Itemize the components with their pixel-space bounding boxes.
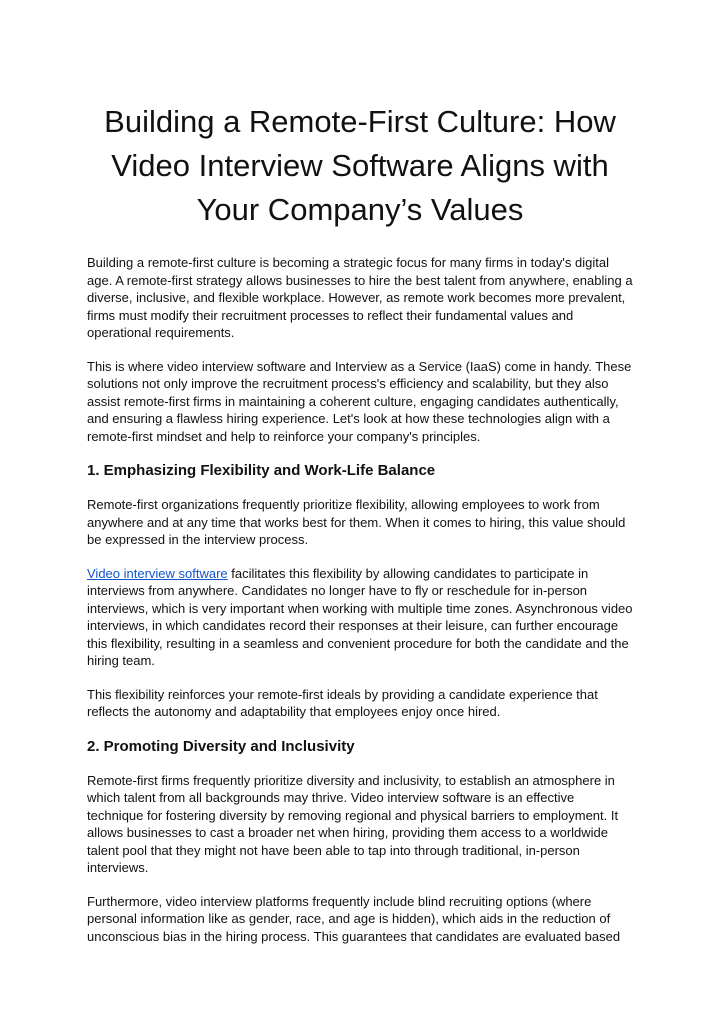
section-2-paragraph-2: Furthermore, video interview platforms frequently include blind recruiting options (where personal information like as gender, race, and age is hidden), which aids in the reduction of unconscious bias in the hiring process. This guarantees that candidates are evaluated based [87, 893, 621, 944]
section-1-paragraph-1: Remote-first organizations frequently prioritize flexibility, allowing employees to work from anywhere and at any time that works best for them. When it comes to hiring, this value should be expressed in the interview process. [87, 497, 626, 547]
section-2-paragraph-1: Remote-first firms frequently prioritize diversity and inclusivity, to establish an atmosphere in which talent from all backgrounds may thrive. Video interview software is an effective technique for fostering diversity by removing regional and physical barriers to employment. It allows businesses to cast a broader net when hiring, providing them access to a worldwide talent pool that they might not have been able to tap into through traditional, in-person interviews. [87, 772, 619, 875]
video-interview-software-link[interactable]: Video interview software [87, 565, 228, 581]
section-1-heading: 1. Emphasizing Flexibility and Work-Life Balance [87, 462, 436, 479]
section-1-paragraph-2-text: facilitates this flexibility by allowing candidates to participate in interviews from anywhere. Candidates no longer have to fly or reschedule for in-person interviews, which is very important when working with multiple time zones. Asynchronous video interviews, in which candidates record their responses at their leisure, can further encourage this flexibility, resulting in a seamless and convenient procedure for both the candidate and the hiring team. [87, 565, 633, 668]
intro-paragraph-1: Building a remote-first culture is becoming a strategic focus for many firms in today's digital age. A remote-first strategy allows businesses to hire the best talent from anywhere, enabling a diverse, inclusive, and flexible workplace. However, as remote work becomes more prevalent, firms must modify their recruitment processes to reflect their fundamental values and operational requirements. [87, 255, 633, 340]
document-title: Building a Remote-First Culture: How Video Interview Software Aligns with Your Company’s Values [104, 104, 616, 227]
section-1-paragraph-2 [87, 565, 633, 670]
section-1-paragraph-3: This flexibility reinforces your remote-first ideals by providing a candidate experience that reflects the autonomy and adaptability that employees enjoy once hired. [87, 686, 598, 719]
section-2-heading: 2. Promoting Diversity and Inclusivity [87, 737, 355, 755]
intro-paragraph-2: This is where video interview software and Interview as a Service (IaaS) come in handy. These solutions not only improve the recruitment process's efficiency and scalability, but they also assist remote-first firms in maintaining a coherent culture, engaging candidates authentically, and ensuring a flawless hiring experience. Let's look at how these technologies align with a remote-first mindset and help to reinforce your company's principles. [87, 358, 632, 444]
